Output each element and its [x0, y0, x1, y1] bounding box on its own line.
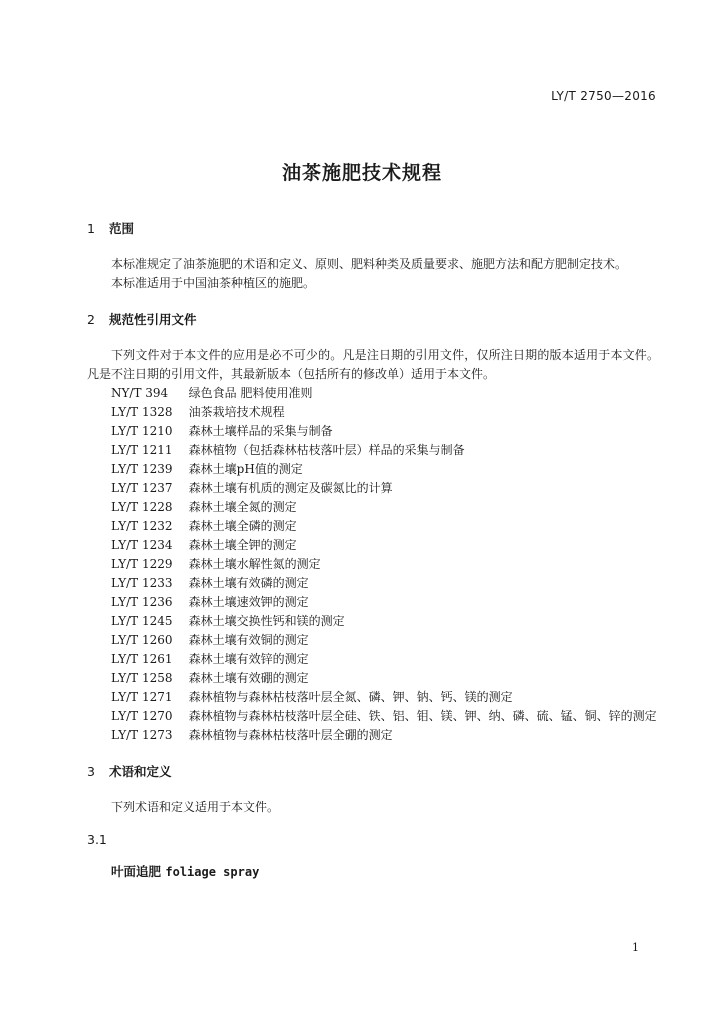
reference-code: LY/T 1210: [111, 424, 173, 438]
reference-code: LY/T 1245: [111, 614, 173, 628]
section-title: 术语和定义: [109, 764, 172, 779]
reference-title: 森林土壤全钾的测定: [188, 538, 297, 552]
references-intro: 下列文件对于本文件的应用是必不可少的。凡是注日期的引用文件，仅所注日期的版本适用于本文件。凡是不注日期的引用文件，其最新版本（包括所有的修改单）适用于本文件。: [87, 348, 659, 381]
reference-code: LY/T 1271: [111, 690, 173, 704]
reference-code: NY/T 394: [111, 386, 169, 400]
reference-item: [87, 536, 659, 555]
reference-title: 油茶栽培技术规程: [188, 405, 285, 419]
section-title: 范围: [109, 221, 135, 236]
reference-code: LY/T 1237: [111, 481, 173, 495]
scope-paragraph-1: 本标准规定了油茶施肥的术语和定义、原则、肥料种类及质量要求、施肥方法和配方肥制定技术。: [111, 257, 628, 271]
term-english: foliage spray: [165, 865, 260, 879]
reference-item: [87, 726, 659, 745]
reference-item: [87, 593, 659, 612]
scope-paragraph-2: 本标准适用于中国油茶种植区的施肥。: [111, 276, 316, 290]
reference-item: [87, 498, 659, 517]
document-body: [87, 219, 659, 882]
reference-code: LY/T 1328: [111, 405, 173, 419]
reference-title: 森林土壤有效锌的测定: [188, 652, 309, 666]
reference-title: 森林植物与森林枯枝落叶层全硅、铁、铝、钼、镁、钾、纳、磷、硫、锰、铜、锌的测定: [188, 709, 657, 723]
reference-code: LY/T 1258: [111, 671, 173, 685]
reference-item: [87, 460, 659, 479]
reference-item: [87, 517, 659, 536]
reference-code: LY/T 1229: [111, 557, 173, 571]
reference-item: [87, 479, 659, 498]
section-heading-1: [87, 219, 659, 238]
section-title: 规范性引用文件: [109, 312, 197, 327]
reference-item: [87, 707, 659, 726]
reference-title: 绿色食品 肥料使用准则: [188, 386, 313, 400]
reference-item: [87, 422, 659, 441]
section-heading-3: [87, 762, 659, 781]
reference-code: LY/T 1211: [111, 443, 173, 457]
reference-title: 森林植物与森林枯枝落叶层全氮、磷、钾、钠、钙、镁的测定: [188, 690, 513, 704]
standard-code: LY/T 2750—2016: [551, 89, 656, 103]
section-number: 2: [87, 312, 95, 327]
reference-item: [87, 384, 659, 403]
document-title: 油茶施肥技术规程: [281, 162, 442, 184]
reference-code: LY/T 1270: [111, 709, 173, 723]
reference-item: [87, 574, 659, 593]
section-number: 1: [87, 221, 95, 236]
reference-item: [87, 441, 659, 460]
reference-item: [87, 650, 659, 669]
reference-code: LY/T 1260: [111, 633, 173, 647]
term-number: 3.1: [87, 832, 107, 847]
reference-code: LY/T 1228: [111, 500, 173, 514]
section-number: 3: [87, 764, 95, 779]
reference-title: 森林土壤水解性氮的测定: [188, 557, 321, 571]
reference-item: [87, 669, 659, 688]
reference-title: 森林土壤全磷的测定: [188, 519, 297, 533]
reference-item: [87, 688, 659, 707]
reference-code: LY/T 1233: [111, 576, 173, 590]
reference-code: LY/T 1236: [111, 595, 173, 609]
reference-item: [87, 555, 659, 574]
reference-code: LY/T 1261: [111, 652, 173, 666]
reference-title: 森林土壤有机质的测定及碳氮比的计算: [188, 481, 393, 495]
reference-title: 森林土壤pH值的测定: [188, 462, 303, 476]
reference-title: 森林植物与森林枯枝落叶层全硼的测定: [188, 728, 393, 742]
reference-title: 森林土壤样品的采集与制备: [188, 424, 333, 438]
reference-title: 森林土壤全氮的测定: [188, 500, 297, 514]
section-heading-2: [87, 310, 659, 329]
reference-code: LY/T 1234: [111, 538, 173, 552]
reference-title: 森林土壤交换性钙和镁的测定: [188, 614, 345, 628]
page-number: 1: [632, 941, 639, 954]
reference-title: 森林土壤速效钾的测定: [188, 595, 309, 609]
term-heading: [87, 862, 659, 882]
reference-title: 森林植物（包括森林枯枝落叶层）样品的采集与制备: [188, 443, 465, 457]
term-chinese: 叶面追肥: [111, 864, 162, 879]
reference-item: [87, 403, 659, 422]
reference-title: 森林土壤有效铜的测定: [188, 633, 309, 647]
reference-code: LY/T 1273: [111, 728, 173, 742]
reference-code: LY/T 1232: [111, 519, 173, 533]
reference-title: 森林土壤有效磷的测定: [188, 576, 309, 590]
reference-title: 森林土壤有效硼的测定: [188, 671, 309, 685]
terms-intro: 下列术语和定义适用于本文件。: [111, 800, 280, 814]
reference-item: [87, 631, 659, 650]
reference-item: [87, 612, 659, 631]
reference-code: LY/T 1239: [111, 462, 173, 476]
reference-list: [87, 384, 659, 745]
